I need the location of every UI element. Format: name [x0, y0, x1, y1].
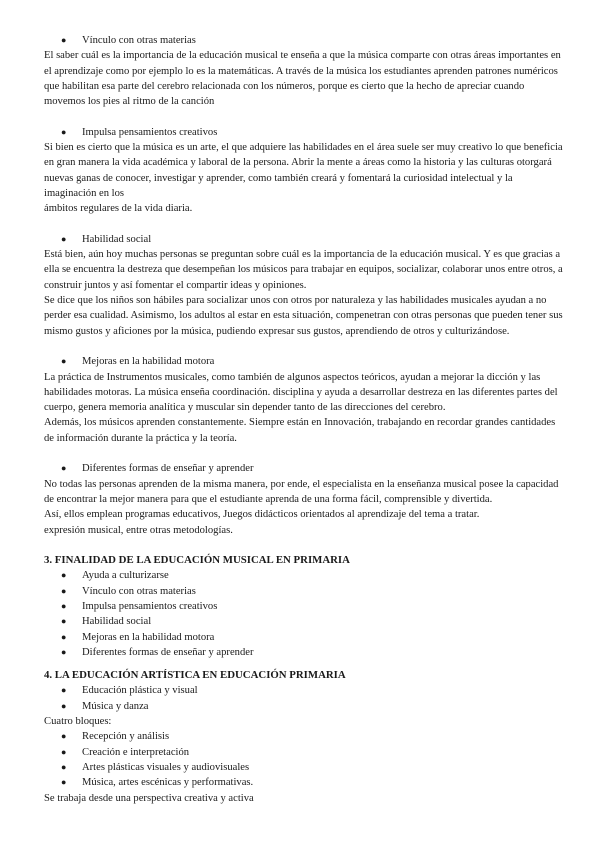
bullet-item: ● Música y danza [44, 699, 564, 714]
bullet-item: ● Impulsa pensamientos creativos [44, 125, 564, 140]
bullet-dot-icon: ● [61, 600, 67, 611]
section-4 [44, 668, 564, 806]
paragraph: El saber cuál es la importancia de la educación musical te enseña a que la música comparte con otras áreas importantes en el aprendizaje como por ejemplo lo es la matemáticas. A través de la música los estudiantes aprenden patrones numéricos que habilitan esa parte del cerebro relacionada con los números, porque es cierto que la hecho de apreciar cuando movemos los pies al ritmo de la canción [44, 50, 561, 108]
section-3 [44, 553, 564, 660]
bullet-dot-icon: ● [61, 646, 67, 657]
bullet-item: ● Educación plástica y visual [44, 683, 564, 698]
paragraph: La práctica de Instrumentos musicales, como también de algunos aspectos teóricos, ayudan a mejorar la dicción y las habilidades motoras. La música enseña coordinación. disciplina y ayuda a desarrollar destreza en las diferentes partes del cuerpo, genera memoria analítica y muscular sin depender tanto de las direcciones del cerebro. [44, 371, 558, 414]
bullet-item: ● Música, artes escénicas y performativas. [44, 775, 564, 790]
bullet-item: ● Artes plásticas visuales y audiovisuales [44, 760, 564, 775]
paragraph: Se dice que los niños son hábiles para socializar unos con otros por naturaleza y las habilidades musicales ayudan a no perder esa cualidad. Asimismo, los adultos al estar en esta situación, compenetran con otras personas que pueden tener sus mismo gustos y aficiones por la música, pudiendo expresar sus gustos, aprendiendo de otros y culturizándose. [44, 295, 563, 337]
bullet-item: ● Ayuda a culturizarse [44, 568, 564, 583]
bullet-item: ● Impulsa pensamientos creativos [44, 599, 564, 614]
bullet-item: ● Diferentes formas de enseñar y aprender [44, 461, 564, 476]
bullet-item: ● Vínculo con otras materias [44, 33, 564, 48]
paragraph: Si bien es cierto que la música es un arte, el que adquiere las habilidades en el área suele ser muy creativo lo que beneficia en gran manera la vida académica y laboral de la persona. Abrir la mente a áreas como la historia y las culturas otorgará nuevas ganas de conocer, investigar y aprender, como también creará y fomentará la curiosidad intelectual y la imaginación en los [44, 142, 563, 199]
bullet-item: ● Habilidad social [44, 232, 564, 247]
bullet-dot-icon: ● [61, 777, 67, 788]
bullet-dot-icon: ● [61, 570, 67, 581]
intro-block [44, 232, 564, 339]
bullet-item: ● Creación e interpretación [44, 745, 564, 760]
bullet-dot-icon: ● [61, 746, 67, 757]
section-heading: 4. LA EDUCACIÓN ARTÍSTICA EN EDUCACIÓN PRIMARIA [44, 669, 346, 682]
bullet-dot-icon: ● [61, 35, 67, 45]
bullet-dot-icon: ● [61, 126, 67, 137]
bullet-item: ● Diferentes formas de enseñar y aprender [44, 645, 564, 660]
closing-line: Se trabaja desde una perspectiva creativa y activa [44, 792, 254, 804]
intro-block [44, 125, 564, 217]
bullet-dot-icon: ● [61, 463, 67, 474]
bullet-dot-icon: ● [61, 616, 67, 627]
section-heading: 3. FINALIDAD DE LA EDUCACIÓN MUSICAL EN PRIMARIA [44, 554, 350, 567]
paragraph: Además, los músicos aprenden constantemente. Siempre están en Innovación, trabajando en recordar grandes cantidades de información durante la práctica y la teoría. [44, 417, 556, 444]
document-page [44, 33, 564, 806]
bullet-dot-icon: ● [61, 731, 67, 742]
bullet-item: ● Mejoras en la habilidad motora [44, 354, 564, 369]
bullet-dot-icon: ● [61, 631, 67, 642]
paragraph: expresión musical, entre otras metodologías. [44, 524, 233, 536]
bullet-item: ● Recepción y análisis [44, 729, 564, 744]
bullet-item: ● Vínculo con otras materias [44, 584, 564, 599]
paragraph: Está bien, aún hoy muchas personas se preguntan sobre cuál es la importancia de la educación musical. Y es que gracias a ella se encuentra la destreza que desempeñan los músicos para trabajar en equipos, socializar, colaborar unos entre otros, a construir juntos y así fomentar el compartir ideas y opiniones. [44, 249, 563, 291]
blocks-label: Cuatro bloques: [44, 716, 112, 728]
bullet-dot-icon: ● [61, 356, 67, 367]
paragraph: No todas las personas aprenden de la misma manera, por ende, el especialista en la enseñanza musical posee la capacidad de encontrar la mejor manera para que el estudiante aprenda de una forma fácil, comprensible y divertida. [44, 478, 559, 505]
intro-block [44, 461, 564, 537]
bullet-item: ● Habilidad social [44, 614, 564, 629]
paragraph: ámbitos regulares de la vida diaria. [44, 203, 193, 215]
paragraph: Así, ellos emplean programas educativos, Juegos didácticos orientados al aprendizaje del tema a tratar. [44, 509, 480, 521]
bullet-item: ● Mejoras en la habilidad motora [44, 630, 564, 645]
bullet-dot-icon: ● [61, 700, 67, 711]
intro-block [44, 354, 564, 446]
bullet-dot-icon: ● [61, 685, 67, 696]
bullet-dot-icon: ● [61, 585, 67, 596]
bullet-dot-icon: ● [61, 233, 67, 244]
bullet-dot-icon: ● [61, 761, 67, 772]
intro-block [44, 33, 564, 109]
